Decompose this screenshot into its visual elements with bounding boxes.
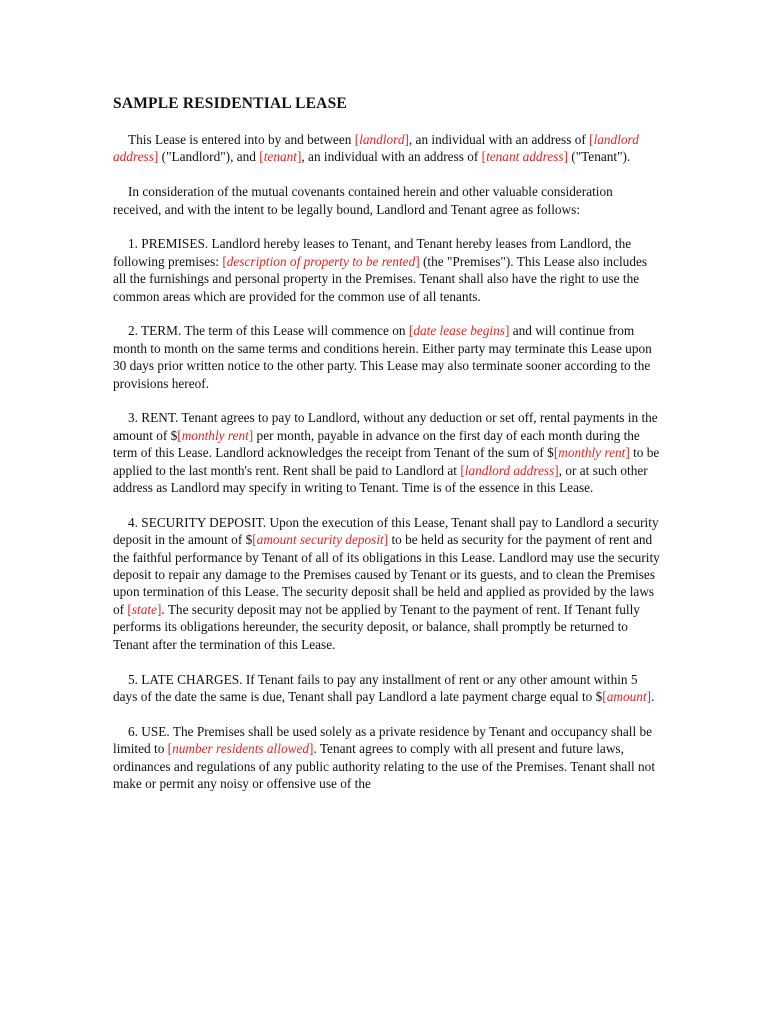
- intro-text-3: ("Landlord"), and: [158, 149, 260, 165]
- placeholder-residents-allowed: number residents allowed: [172, 741, 310, 757]
- intro-text-1: This Lease is entered into by and between: [128, 132, 355, 147]
- rent-text-4: , or at such other address as Landlord may specify in writing to Tenant. Time is of the essence in this Lease.: [113, 462, 648, 496]
- intro-paragraph: This Lease is entered into by and between [landlord], an individual with an address of [landlord address] ("Landlord"), and [tenant], an individual with an address of [tenant address] ("Tenant").: [113, 132, 639, 165]
- use-text-1: 6. USE. The Premises shall be used solely as a private residence by Tenant and occupancy shall be limited to: [113, 723, 653, 757]
- placeholder-property-description: description of property to be rented: [226, 253, 416, 269]
- late-text-1: 5. LATE CHARGES. If Tenant fails to pay any installment of rent or any other amount within 5 days of the date the same is due, Tenant shall pay Landlord a late payment charge equal to $: [113, 671, 638, 704]
- deposit-text-1: 4. SECURITY DEPOSIT. Upon the execution of this Lease, Tenant shall pay to Landlord a security deposit in the amount of $: [113, 514, 659, 548]
- premises-text-1: 1. PREMISES. Landlord hereby leases to Tenant, and Tenant hereby leases from Landlord, the following premises:: [113, 236, 632, 269]
- late-charges-paragraph: 5. LATE CHARGES. If Tenant fails to pay any installment of rent or any other amount within 5 days of the date the same is due, Tenant shall pay Landlord a late payment charge equal to $[amount].: [113, 671, 655, 704]
- placeholder-date-lease-begins: date lease begins: [413, 323, 505, 339]
- placeholder-monthly-rent: monthly rent: [181, 427, 249, 443]
- deposit-text-3: . The security deposit may not be applied by Tenant to the payment of rent. If Tenant fully performs its obligations hereunder, the security deposit, or balance, shall promptly be returned to Tenant after the termination of this Lease.: [113, 601, 640, 652]
- placeholder-security-deposit: amount security deposit: [256, 532, 384, 548]
- placeholder-state: state: [131, 601, 157, 617]
- deposit-text-2: to be held as security for the payment of rent and the faithful performance by Tenant of all of its obligations in this Lease. Landlord may use the security deposit to repair any damage to the Premises caused by Tenant or its guests, and to clean the Premises upon termination of this Lease. The security deposit shall be held and applied as provided by the laws of: [113, 532, 660, 617]
- placeholder-tenant: tenant: [263, 149, 297, 165]
- placeholder-landlord: landlord: [359, 132, 405, 147]
- deposit-paragraph: 4. SECURITY DEPOSIT. Upon the execution of this Lease, Tenant shall pay to Landlord a security deposit in the amount of $[amount security deposit] to be held as security for the payment of rent and the faithful performance by Tenant of all of its obligations in this Lease. Landlord may use the security deposit to repair any damage to the Premises caused by Tenant or its guests, and to clean the Premises upon termination of this Lease. The security deposit shall be held and applied as provided by the laws of [state]. The security deposit may not be applied by Tenant to the payment of rent. If Tenant fully performs its obligations hereunder, the security deposit, or balance, shall promptly be returned to Tenant after the termination of this Lease.: [113, 514, 660, 652]
- premises-paragraph: 1. PREMISES. Landlord hereby leases to Tenant, and Tenant hereby leases from Landlord, the following premises: [description of property to be rented] (the "Premises"). This Lease also includes all the furnishings and personal property in the Premises. Tenant shall also have the right to use the common areas which are provided for the common use of all tenants.: [113, 236, 648, 304]
- placeholder-rent-landlord-address: landlord address: [464, 462, 555, 478]
- consideration-paragraph: In consideration of the mutual covenants contained herein and other valuable consideration received, and with the intent to be legally bound, Landlord and Tenant agree as follows:: [113, 184, 613, 217]
- premises-text-2: (the "Premises"). This Lease also includes all the furnishings and personal property in the Premises. Tenant shall also have the right to use the common areas which are provided for the common use of all tenants.: [113, 253, 648, 304]
- term-text-2: and will continue from month to month on the same terms and conditions herein. Either party may terminate this Lease upon 30 days prior written notice to the other party. This Lease may also terminate sooner according to the provisions hereof.: [113, 323, 652, 391]
- rent-text-2: per month, payable in advance on the first day of each month during the term of this Lease. Landlord acknowledges the receipt from Tenant of the sum of $: [113, 427, 640, 461]
- rent-text-1: 3. RENT. Tenant agrees to pay to Landlord, without any deduction or set off, rental payments in the amount of $: [113, 410, 658, 443]
- rent-paragraph: 3. RENT. Tenant agrees to pay to Landlord, without any deduction or set off, rental payments in the amount of $[monthly rent] per month, payable in advance on the first day of each month during the term of this Lease. Landlord acknowledges the receipt from Tenant of the sum of $[monthly rent] to be applied to the last month's rent. Rent shall be paid to Landlord at [landlord address], or at such other address as Landlord may specify in writing to Tenant. Time is of the essence in this Lease.: [113, 410, 660, 496]
- placeholder-monthly-rent-2: monthly rent: [558, 445, 626, 461]
- intro-text-2: , an individual with an address of: [408, 132, 590, 147]
- use-paragraph: 6. USE. The Premises shall be used solely as a private residence by Tenant and occupancy shall be limited to [number residents allowed]. Tenant agrees to comply with all present and future laws, ordinances and regulations of any public authority relating to the use of the Premises. Tenant shall not make or permit any noisy or offensive use of the: [113, 723, 656, 791]
- document-title: SAMPLE RESIDENTIAL LEASE: [113, 95, 347, 112]
- intro-text-5: ("Tenant").: [567, 149, 631, 165]
- use-text-2: . Tenant agrees to comply with all present and future laws, ordinances and regulations of any public authority relating to the use of the Premises. Tenant shall not make or permit any noisy or offensive use of the: [113, 741, 656, 791]
- placeholder-tenant-address: tenant address: [486, 149, 564, 165]
- term-paragraph: 2. TERM. The term of this Lease will commence on [date lease begins] and will continue from month to month on the same terms and conditions herein. Either party may terminate this Lease upon 30 days prior written notice to the other party. This Lease may also terminate sooner according to the provisions hereof.: [113, 323, 652, 391]
- term-text-1: 2. TERM. The term of this Lease will commence on: [128, 323, 409, 339]
- late-text-2: .: [651, 688, 655, 704]
- intro-text-4: , an individual with an address of: [301, 149, 482, 165]
- rent-text-3: to be applied to the last month's rent. Rent shall be paid to Landlord at: [113, 445, 660, 478]
- placeholder-late-amount: amount: [606, 688, 647, 704]
- placeholder-landlord-address: landlord address: [113, 132, 639, 165]
